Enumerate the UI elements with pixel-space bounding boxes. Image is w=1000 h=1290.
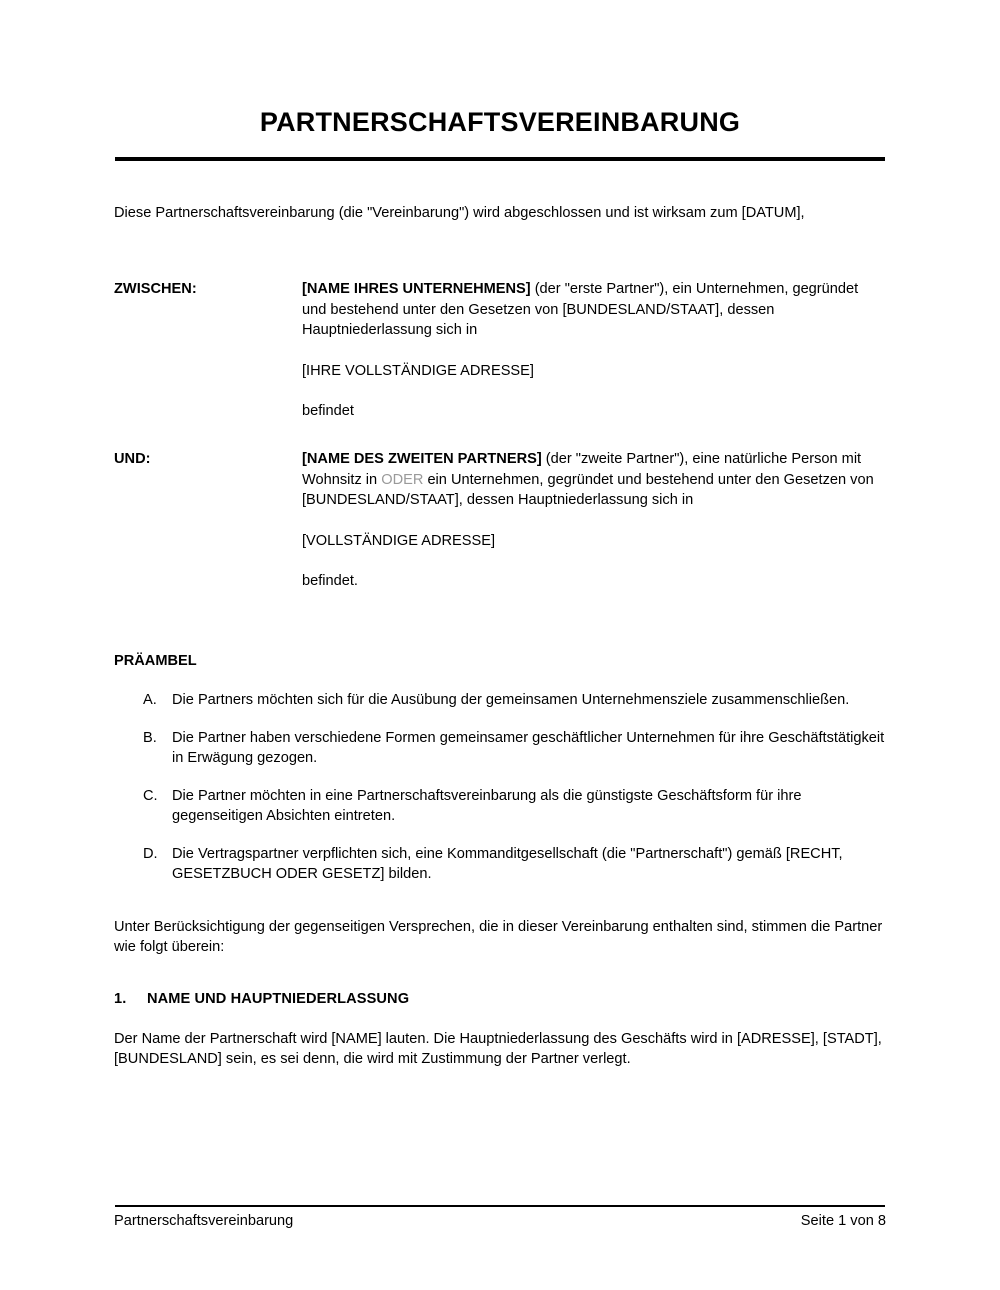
preamble-heading: PRÄAMBEL [114, 653, 197, 669]
party-located-second: befindet. [302, 573, 358, 589]
recital-marker: A. [143, 692, 157, 708]
party-address-first: [IHRE VOLLSTÄNDIGE ADRESSE] [302, 362, 534, 379]
preamble-closing-paragraph: Unter Berücksichtigung der gegenseitigen Versprechen, die in dieser Vereinbarung enthalten sind, stimmen die Partner wie folgt überein: [114, 919, 883, 955]
party-description-second [302, 449, 886, 511]
party-address-second: [VOLLSTÄNDIGE ADRESSE] [302, 532, 496, 549]
page-footer [114, 1213, 886, 1229]
party-description-first [302, 279, 886, 341]
party-block-second [114, 449, 886, 592]
recital-item [114, 728, 886, 769]
party-name-second: [NAME DES ZWEITEN PARTNERS] [302, 451, 542, 467]
recital-list [114, 690, 886, 885]
recital-text: Die Partner haben verschiedene Formen gemeinsamer geschäftlicher Unternehmen für ihre Geschäftstätigkeit in Erwägung gezogen. [172, 729, 885, 766]
section-title-1: NAME UND HAUPTNIEDERLASSUNG [147, 991, 410, 1007]
section-heading-1 [114, 991, 409, 1007]
party-label-second: UND: [114, 451, 151, 467]
recital-text: Die Vertragspartner verpflichten sich, eine Kommanditgesellschaft (die "Partnerschaft") gemäß [RECHT, GESETZBUCH ODER GESETZ] bilden. [172, 845, 843, 882]
recital-item [114, 844, 886, 885]
party-label-first: ZWISCHEN: [114, 281, 197, 297]
recital-marker: B. [143, 729, 157, 746]
section-number-1: 1. [114, 991, 127, 1007]
page-title: PARTNERSCHAFTSVEREINBARUNG [259, 107, 741, 137]
recital-text: Die Partners möchten sich für die Ausübung der gemeinsamen Unternehmensziele zusammenschließen. [172, 692, 850, 708]
party-description-second-after: ein Unternehmen, gegründet und bestehend unter den Gesetzen von [BUNDESLAND/STAAT], dessen Hauptniederlassung sich in [302, 471, 874, 508]
footer-document-name: Partnerschaftsvereinbarung [114, 1213, 294, 1229]
party-block-first [114, 279, 886, 422]
party-body-second [302, 449, 886, 592]
intro-paragraph: Diese Partnerschaftsvereinbarung (die "Vereinbarung") wird abgeschlossen und ist wirksam zum [DATUM], [114, 205, 805, 221]
footer-page-number: Seite 1 von 8 [800, 1213, 886, 1229]
section-body-1: Der Name der Partnerschaft wird [NAME] lauten. Die Hauptniederlassung des Geschäfts wird in [ADRESSE], [STADT], [BUNDESLAND] sein, es sei denn, die wird mit Zustimmung der Partner verlegt. [114, 1031, 882, 1067]
party-description-first-text: (der "erste Partner"), ein Unternehmen, gegründet und bestehend unter den Gesetzen von [BUNDESLAND/STAAT], dessen Hauptniederlassung sich in [302, 281, 859, 338]
party-located-first: befindet [302, 403, 354, 419]
footer-divider [115, 1205, 885, 1207]
recital-text: Die Partner möchten in eine Partnerschaftsvereinbarung als die günstigste Geschäftsform für ihre gegenseitigen Absichten eintreten. [172, 787, 802, 824]
party-body-first [302, 279, 886, 422]
recital-item [114, 690, 886, 711]
recital-marker: C. [143, 787, 158, 804]
party-description-second-before: (der "zweite Partner"), eine natürliche Person mit Wohnsitz in [302, 451, 862, 488]
title-divider [115, 157, 885, 161]
recital-marker: D. [143, 845, 158, 862]
recital-item [114, 786, 886, 827]
party-alternative-marker: ODER [381, 471, 424, 488]
party-name-first: [NAME IHRES UNTERNEHMENS] [302, 281, 531, 297]
